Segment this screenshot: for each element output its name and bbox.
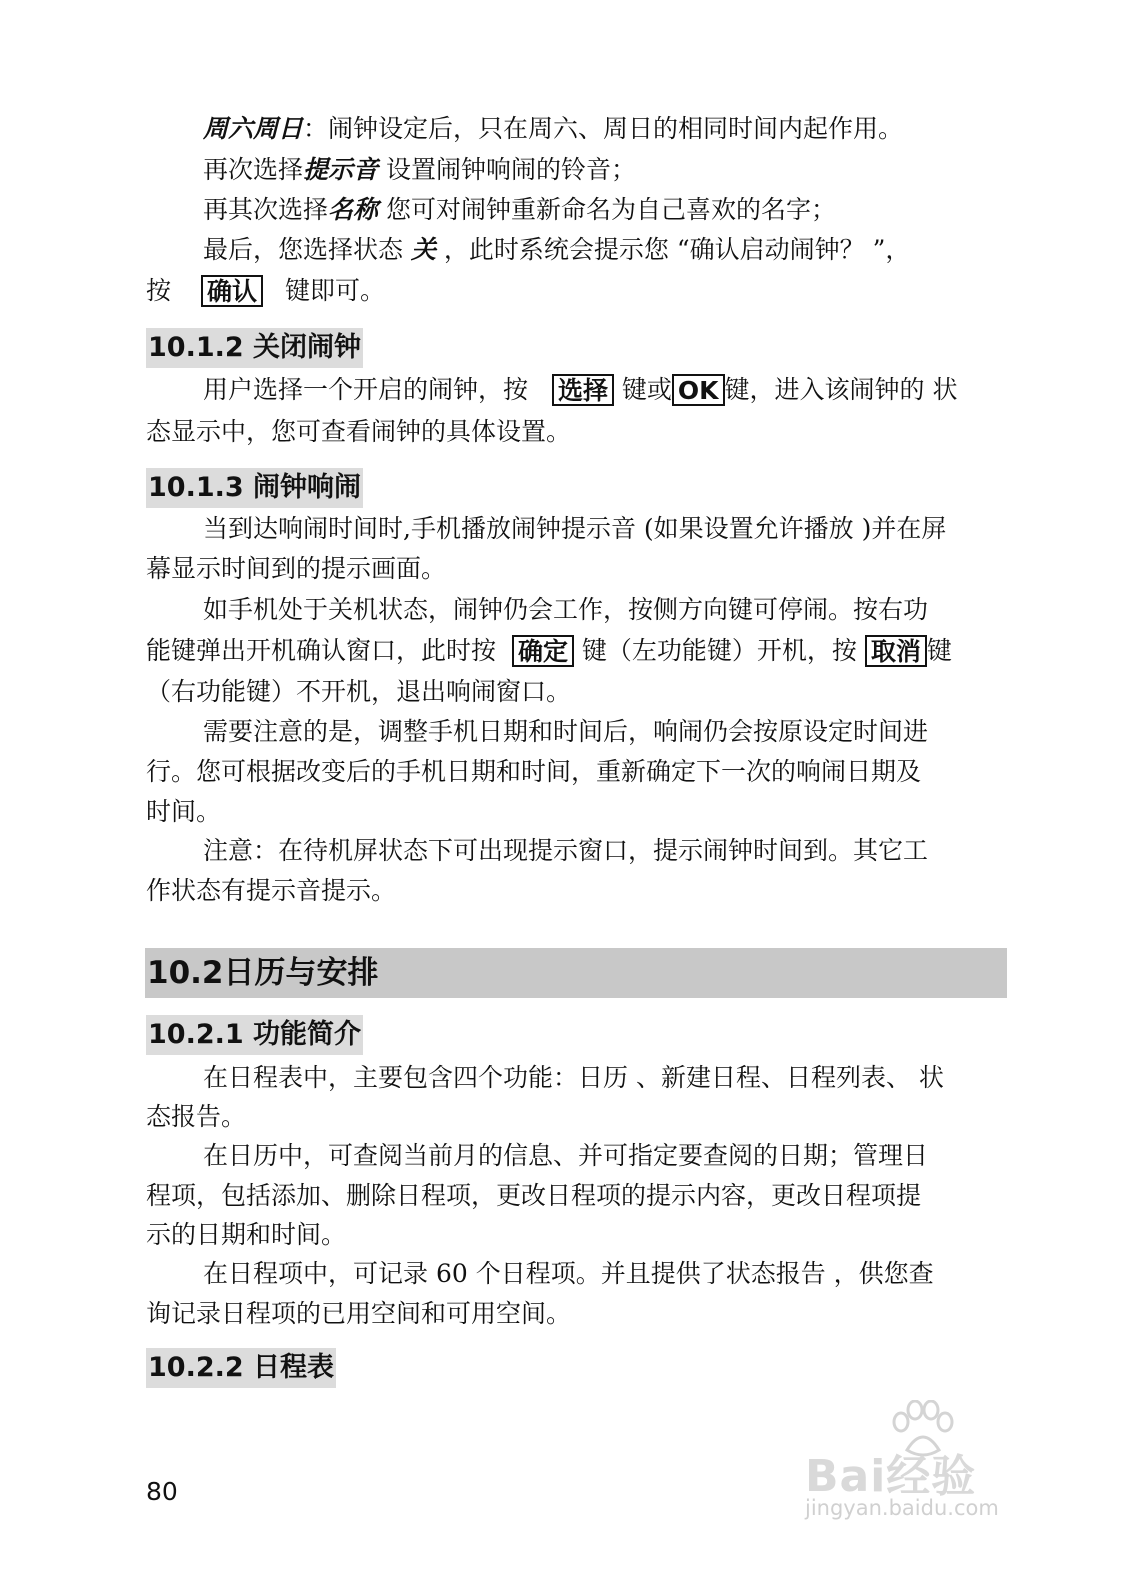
text: 键，进入该闹钟的 状: [724, 375, 958, 404]
ok-confirm-key: 确定: [512, 635, 574, 667]
paragraph-line: 如手机处于关机状态，闹钟仍会工作，按侧方向键可停闹。按右功: [203, 595, 929, 624]
text: 设置闹钟响闹的铃音；: [378, 155, 636, 184]
watermark-brand: Bai经验: [805, 1451, 977, 1502]
text: ，此时系统会提示您 “确认启动闹钟？ ”，: [435, 235, 911, 264]
text: 键（左功能键）开机，按: [573, 636, 865, 665]
text: 用户选择一个开启的闹钟，按: [203, 375, 536, 404]
paragraph-power-off: [146, 634, 952, 669]
paragraph-line: 行。您可根据改变后的手机日期和时间，重新确定下一次的响闹日期及: [146, 757, 922, 786]
watermark-url: jingyan.baidu.com: [805, 1496, 999, 1520]
paragraph-line: 程项，包括添加、删除日程项，更改日程项的提示内容，更改日程项提: [146, 1181, 922, 1210]
text: ：闹钟设定后，只在周六、周日的相同时间内起作用。: [303, 114, 904, 143]
text: 您可对闹钟重新命名为自己喜欢的名字；: [378, 195, 836, 224]
paragraph-line: 在日程项中，可记录 60 个日程项。并且提供了状态报告 ，供您查: [203, 1259, 934, 1288]
section-title-calendar: 10.2日历与安排: [145, 948, 1007, 998]
paragraph-line: （右功能键）不开机，退出响闹窗口。: [146, 677, 572, 706]
paragraph-line: 询记录日程项的已用空间和可用空间。: [146, 1299, 572, 1328]
text: 最后，您选择状态: [203, 235, 411, 264]
text: 键或: [613, 375, 672, 404]
term-ringtone: 提示音: [303, 155, 379, 184]
paragraph-line: 时间。: [146, 797, 222, 826]
paragraph-ringtone: [203, 153, 636, 187]
paragraph-line: 态显示中，您可查看闹钟的具体设置。: [146, 417, 572, 446]
confirm-key: 确认: [201, 275, 263, 307]
paragraph-line: 注意：在待机屏状态下可出现提示窗口，提示闹钟时间到。其它工: [203, 836, 929, 865]
paragraph-line: 需要注意的是，调整手机日期和时间后，响闹仍会按原设定时间进: [203, 717, 929, 746]
paragraph-line: 在日历中，可查阅当前月的信息、并可指定要查阅的日期；管理日: [203, 1141, 929, 1170]
heading-schedule: 10.2.2 日程表: [146, 1348, 336, 1388]
baidu-watermark: [795, 1400, 1055, 1530]
paragraph-status: [203, 233, 910, 267]
text: 能键弹出开机确认窗口，此时按: [146, 636, 504, 665]
term-off: 关: [410, 235, 436, 264]
heading-intro: 10.2.1 功能简介: [146, 1015, 363, 1055]
paragraph-line: 示的日期和时间。: [146, 1220, 347, 1249]
paragraph-line: 作状态有提示音提示。: [146, 876, 397, 905]
ok-key: OK: [672, 374, 725, 406]
text: 再其次选择: [203, 195, 329, 224]
paragraph-line: 幕显示时间到的提示画面。: [146, 554, 447, 583]
paragraph-line: 态报告。: [146, 1102, 247, 1131]
term-weekend: 周六周日: [203, 114, 304, 143]
paragraph-weekend: [203, 112, 903, 146]
heading-close-alarm: 10.1.2 关闭闹钟: [146, 328, 363, 368]
select-key: 选择: [552, 374, 614, 406]
text: 键: [926, 636, 952, 665]
paragraph-confirm: [146, 274, 385, 309]
term-name: 名称: [328, 195, 379, 224]
page-number: 80: [146, 1477, 178, 1506]
cancel-key: 取消: [865, 635, 927, 667]
paragraph-close-alarm: [203, 373, 958, 408]
paragraph-name: [203, 193, 836, 227]
text: 再次选择: [203, 155, 304, 184]
text: 键即可。: [284, 276, 385, 305]
heading-alarm-ring: 10.1.3 闹钟响闹: [146, 468, 363, 508]
text: 按: [146, 276, 172, 305]
paragraph-line: 在日程表中，主要包含四个功能：日历 、新建日程、日程列表、 状: [203, 1063, 944, 1092]
paragraph-line: 当到达响闹时间时,手机播放闹钟提示音 (如果设置允许播放 )并在屏: [203, 514, 947, 543]
